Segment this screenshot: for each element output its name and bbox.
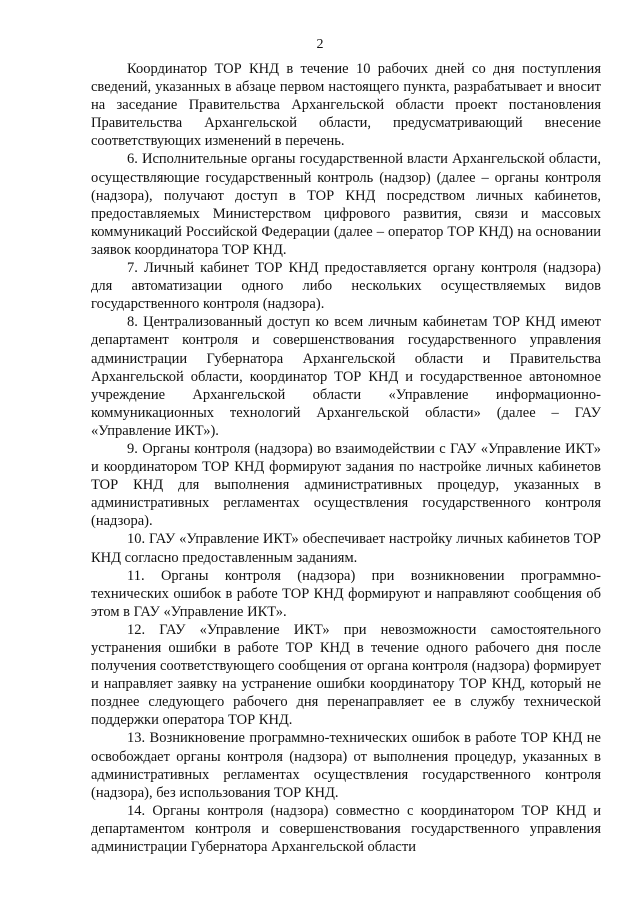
paragraph-10: 10. ГАУ «Управление ИКТ» обеспечивает настройку личных кабинетов ТОР КНД согласно предоставленным заданиям. <box>91 531 601 566</box>
paragraph-14: 14. Органы контроля (надзора) совместно с координатором ТОР КНД и департаментом контроля и совершенствования государственного управления администрации Губернатора Архангельской области <box>91 802 601 856</box>
paragraph-11: 11. Органы контроля (надзора) при возникновении программно-технических ошибок в работе ТОР КНД формируют и направляют сообщения об этом в ГАУ «Управление ИКТ». <box>91 567 601 620</box>
paragraph-6: 6. Исполнительные органы государственной власти Архангельской области, осуществляющие государственный контроль (надзор) (далее – органы контроля (надзора), получают доступ в ТОР КНД посредством личных кабинетов, предоставляемых Министерством цифрового развития, связи и массовых коммуникаций Российской Федерации (далее – оператор ТОР КНД) на основании заявок координатора ТОР КНД. <box>91 151 601 258</box>
paragraph-9: 9. Органы контроля (надзора) во взаимодействии с ГАУ «Управление ИКТ» и координатором ТОР КНД формируют задания по настройке личных кабинетов ТОР КНД для выполнения административных процедур, указанных в административных регламентах осуществления государственного контроля (надзора). <box>91 440 601 530</box>
document-body <box>91 60 601 856</box>
paragraph-7: 7. Личный кабинет ТОР КНД предоставляется органу контроля (надзора) для автоматизации одного либо нескольких осуществляемых видов государственного контроля (надзора). <box>91 260 601 313</box>
paragraph-12: 12. ГАУ «Управление ИКТ» при невозможности самостоятельного устранения ошибки в работе ТОР КНД в течение одного рабочего дня после получения соответствующего сообщения от органа контроля (надзора) формирует и направляет заявку на устранение ошибки координатору ТОР КНД, который не позднее следующего рабочего дня перенаправляет ее в службу технической поддержки оператора ТОР КНД. <box>91 621 601 729</box>
paragraph-13: 13. Возникновение программно-технических ошибок в работе ТОР КНД не освобождает органы контроля (надзора) от выполнения процедур, указанных в административных регламентах осуществления государственного контроля (надзора), без использования ТОР КНД. <box>91 730 601 801</box>
paragraph-coordinator: Координатор ТОР КНД в течение 10 рабочих дней со дня поступления сведений, указанных в абзаце первом настоящего пункта, разрабатывает и вносит на заседание Правительства Архангельской области проект постановления Правительства Архангельской области, предусматривающий внесение соответствующих изменений в перечень. <box>91 61 601 150</box>
paragraph-8: 8. Централизованный доступ ко всем личным кабинетам ТОР КНД имеют департамент контроля и совершенствования государственного управления администрации Губернатора Архангельской области и Правительства Архангельской области, координатор ТОР КНД и государственное автономное учреждение Архангельской области «Управление информационно-коммуникационных технологий Архангельской области» (далее – ГАУ «Управление ИКТ»). <box>91 314 601 439</box>
page-number: 2 <box>316 37 324 52</box>
